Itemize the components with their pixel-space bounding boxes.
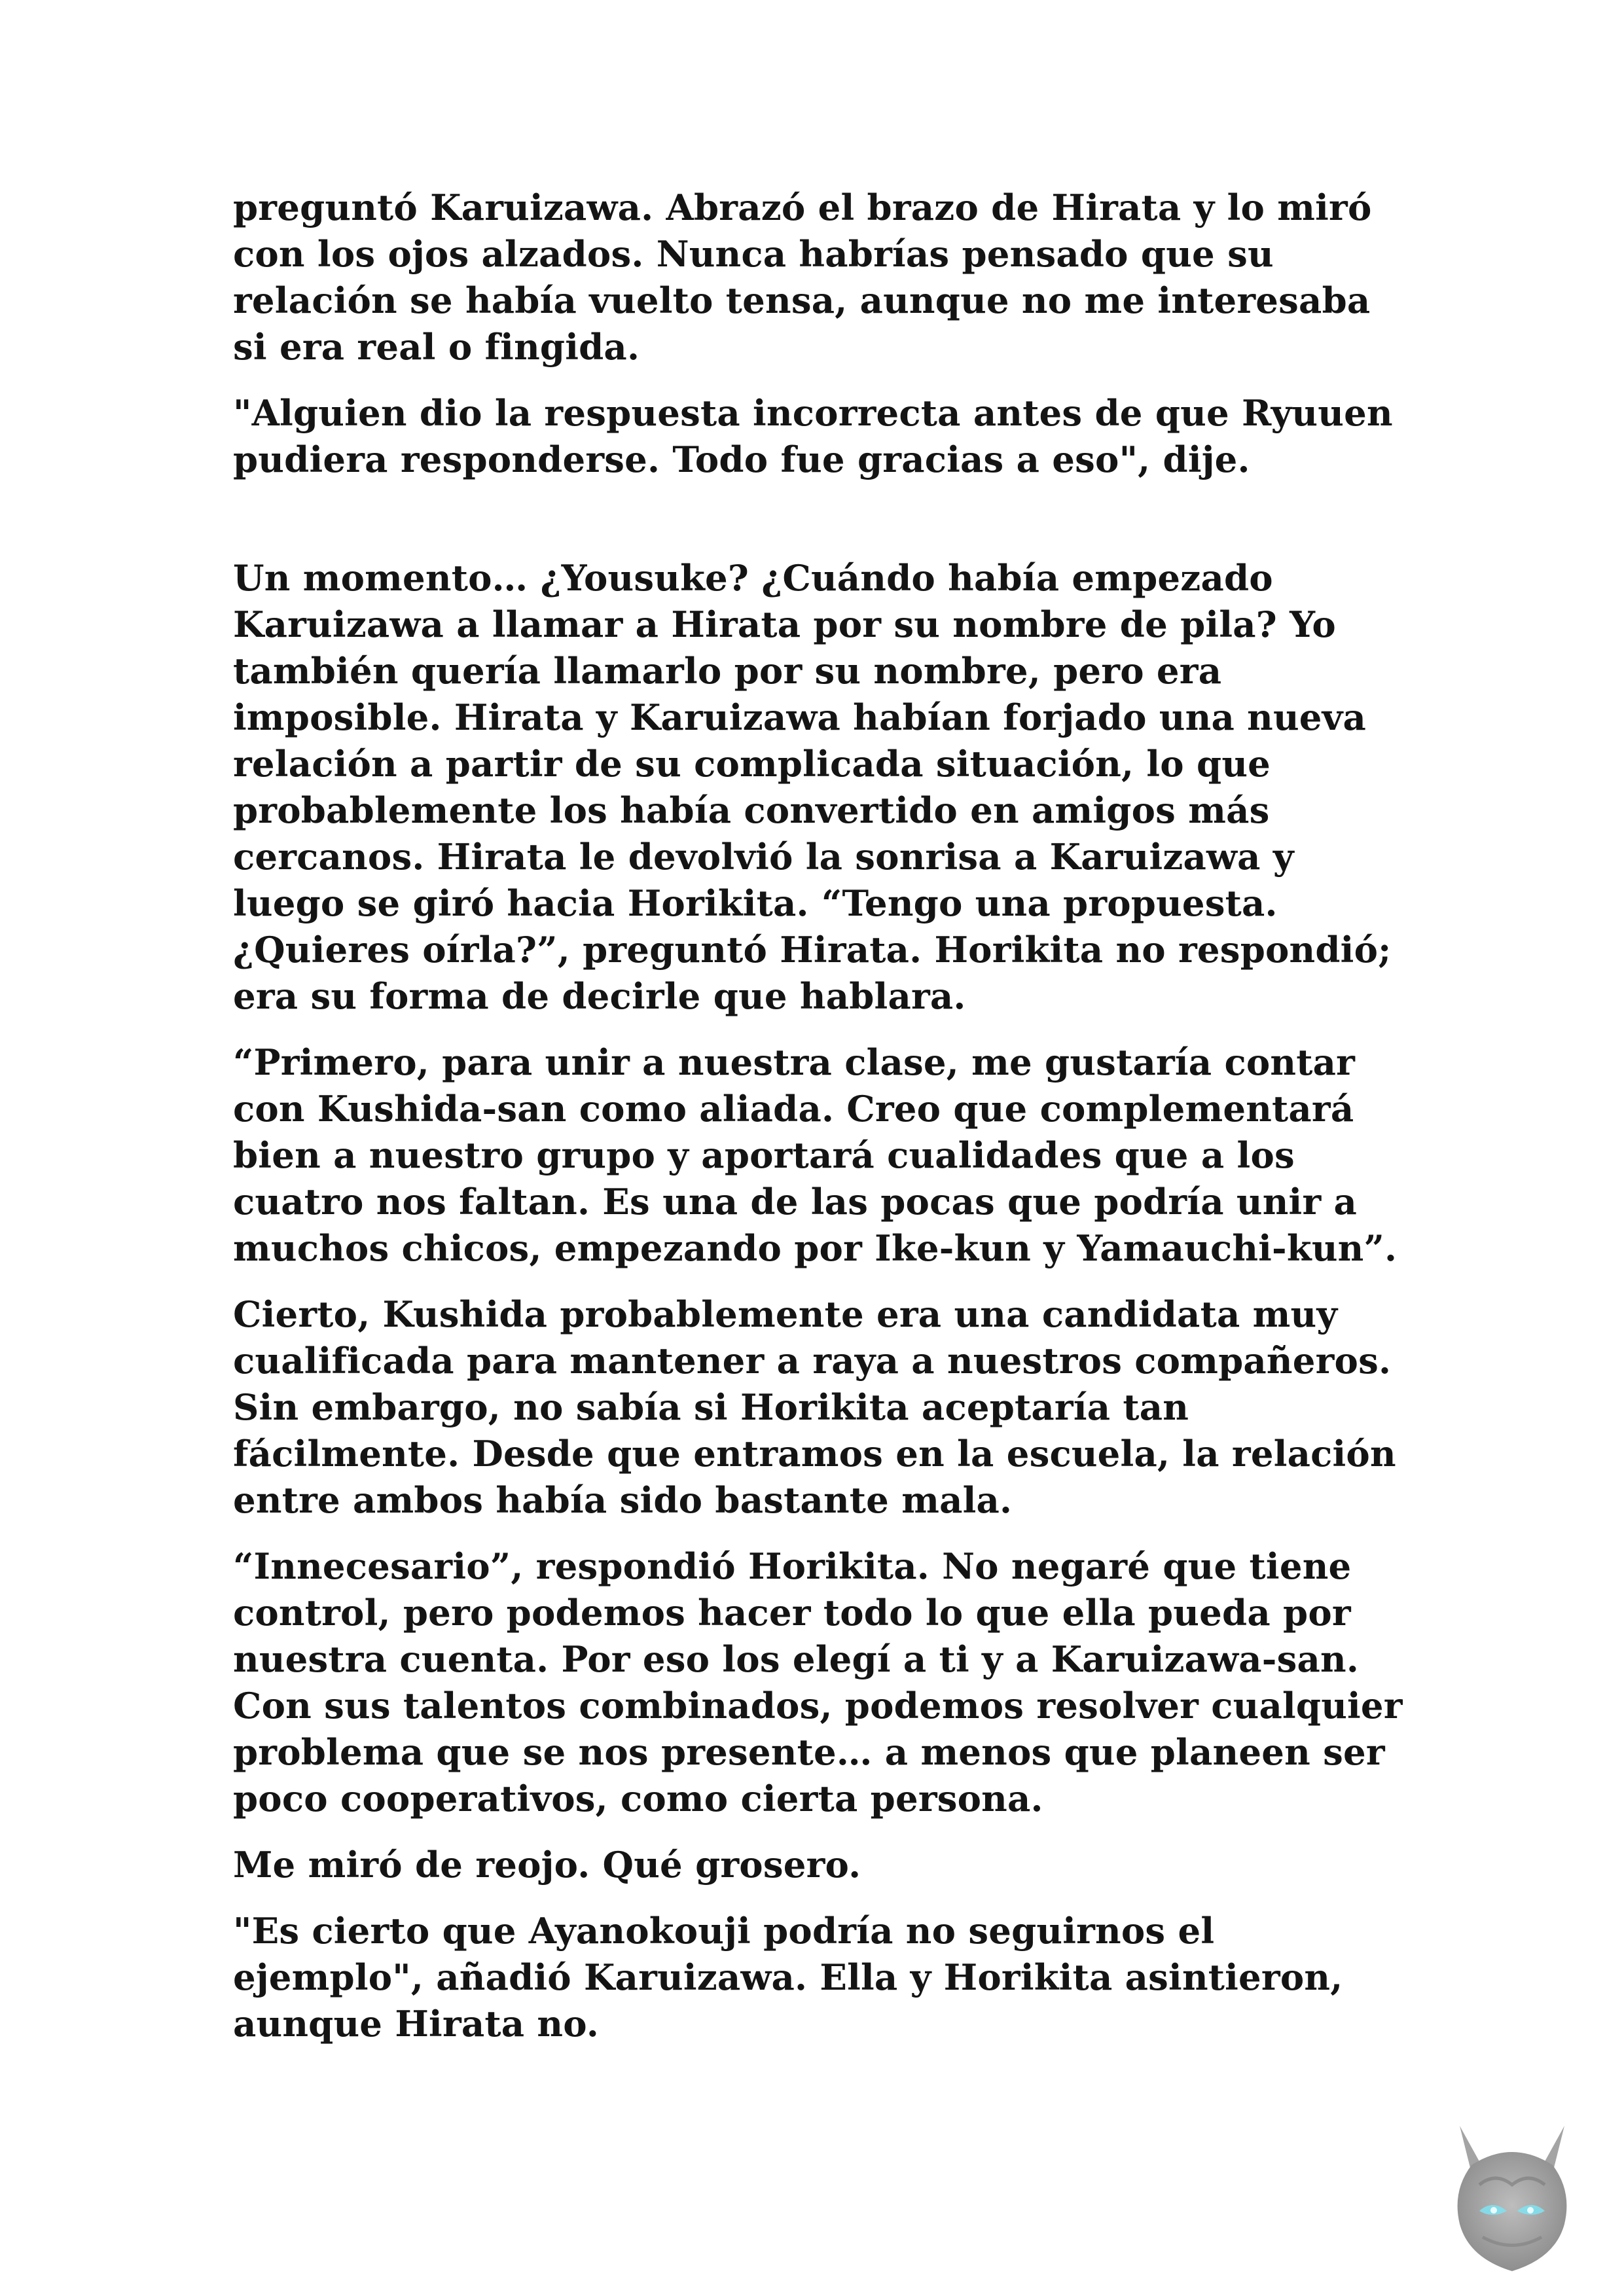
paragraph-5: Cierto, Kushida probablemente era una candidata muy cualificada para mantener a raya a nuestros compañeros. Sin embargo, no sabía si Horikita aceptaría tan fácilmente. Desde que entramos en la escuela, la relación entre ambos había sido bastante mala. [233, 1293, 1396, 1521]
paragraph-3: Un momento… ¿Yousuke? ¿Cuándo había empezado Karuizawa a llamar a Hirata por su nombre de pila? Yo también quería llamarlo por su nombre, pero era imposible. Hirata y Karuizawa habían forjado una nueva relación a partir de su complicada situación, lo que probablemente los había convertido en amigos más cercanos. Hirata le devolvió la sonrisa a Karuizawa y luego se giró hacia Horikita. “Tengo una propuesta. ¿Quieres oírla?”, preguntó Hirata. Horikita no respondió; era su forma de decirle que hablara. [233, 557, 1392, 1017]
paragraph-4: “Primero, para unir a nuestra clase, me gustaría contar con Kushida-san como aliada. Creo que complementará bien a nuestro grupo y aportará cualidades que a los cuatro nos faltan. Es una de las pocas que podría unir a muchos chicos, empezando por Ike-kun y Yamauchi-kun”. [233, 1041, 1398, 1269]
watermark-logo [1434, 2113, 1591, 2276]
paragraph-6: “Innecesario”, respondió Horikita. No negaré que tiene control, pero podemos hacer todo lo que ella pueda por nuestra cuenta. Por eso los elegí a ti y a Karuizawa-san. Con sus talentos combinados, podemos resolver cualquier problema que se nos presente… a menos que planeen ser poco cooperativos, como cierta persona. [233, 1545, 1403, 1820]
paragraph-8: "Es cierto que Ayanokouji podría no seguirnos el ejemplo", añadió Karuizawa. Ella y Horikita asintieron, aunque Hirata no. [233, 1910, 1343, 2045]
paragraph-7: Me miró de reojo. Qué grosero. [233, 1844, 861, 1886]
paragraph-2: "Alguien dio la respuesta incorrecta antes de que Ryuuen pudiera responderse. Todo fue gracias a eso", dije. [233, 392, 1393, 480]
horned-demon-head-icon [1434, 2113, 1591, 2276]
paragraph-1: preguntó Karuizawa. Abrazó el brazo de Hirata y lo miró con los ojos alzados. Nunca habrías pensado que su relación se había vuelto tensa, aunque no me interesaba si era real o fingida. [233, 187, 1372, 368]
body-text [233, 185, 1411, 2067]
